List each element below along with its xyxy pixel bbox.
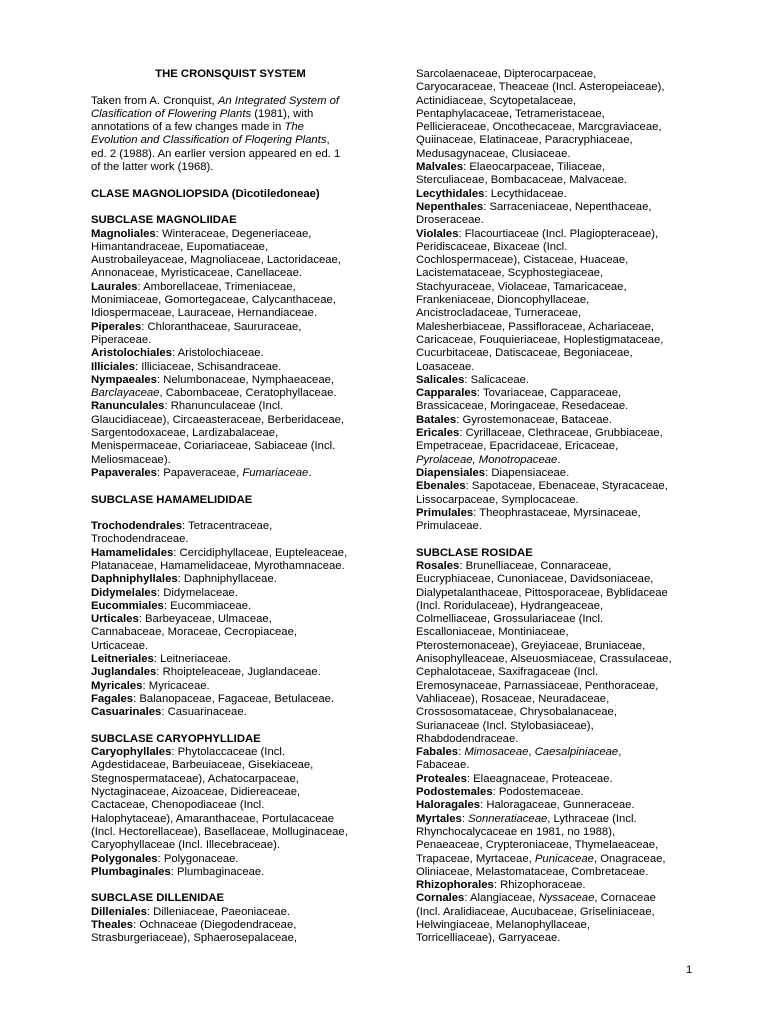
text-run: Peridiscaceae, Bixaceae (Incl. (416, 240, 568, 253)
order-name: Violales (416, 227, 459, 240)
text-run: : (458, 746, 465, 759)
text-run: (Incl. Roridulaceae), Hydrangeaceae, (416, 599, 604, 612)
order-entry (91, 587, 391, 600)
order-name: Illiciales (91, 360, 135, 373)
order-entry (91, 321, 391, 348)
order-entry (416, 427, 716, 467)
text-run: : Salicaceae. (464, 373, 530, 386)
text-run: Vahliaceae), Rosaceae, Neuradaceae, (416, 692, 610, 705)
text-run: Glaucidiaceae), Circaeasteraceae, Berberidaceae, (91, 413, 345, 426)
text-run: Caricaceae, Fouquieriaceae, Hoplestigmataceae, (416, 333, 664, 346)
text-run: Helwingiaceae, Melanophyllaceae, (416, 919, 590, 931)
text-run: Lacistemataceae, Scyphostegiaceae, (416, 267, 604, 280)
text-run: : Gyrostemonaceae, Bataceae. (456, 413, 612, 426)
order-entry (91, 746, 391, 852)
text-run: , Lythraceae (Incl. (547, 812, 637, 825)
order-name: Lecythidales (416, 187, 485, 200)
text-run: Caryocaraceae, Theaceae (Incl. Asteropeiaceae), (416, 81, 665, 94)
text-run: : Balanopaceae, Fagaceae, Betulaceae. (133, 692, 335, 705)
order-name: Hamamelidales (91, 546, 174, 559)
order-name: Didymelales (91, 586, 157, 599)
text-run: : Brunelliaceae, Connaraceae, (459, 559, 612, 572)
text-run: Frankeniaceae, Dioncophyllaceae, (416, 294, 590, 307)
text-run: Primulaceae. (416, 520, 482, 533)
text-run: : Didymelaceae. (156, 586, 238, 599)
order-name: Caryophyllales (91, 746, 172, 759)
order-entry (416, 746, 716, 773)
order-entry (416, 879, 716, 892)
text-run: annotations of a few changes made in (91, 121, 285, 134)
text-run: Sterculiaceae, Bombacaceae, Malvaceae. (416, 174, 627, 187)
spacer (91, 201, 391, 214)
text-run: Austrobaileyaceae, Magnoliaceae, Lactoridaceae, (91, 254, 341, 267)
order-name: Theales (91, 919, 134, 931)
order-entry (416, 892, 716, 945)
text-run: Nyctaginaceae, Aizoaceae, Didiereaceae, (91, 786, 301, 799)
text-run: Menispermaceae, Coriariaceae, Sabiaceae (Incl. (91, 440, 336, 453)
text-run: Torricelliaceae), Garryaceae. (416, 932, 561, 945)
text-run: Droseraceae. (416, 214, 484, 227)
text-run: : Rhanunculaceae (Incl. (164, 400, 284, 413)
text-run: Pterostemonaceae), Greyiaceae, Bruniaceae, (416, 639, 646, 652)
italic-text: Nyssaceae (538, 892, 595, 905)
text-run: Urticaceae. (91, 639, 149, 652)
order-entry (91, 666, 391, 679)
order-entry (416, 507, 716, 534)
italic-text: Pyrolaceae, Monotropaceae (416, 453, 558, 466)
text-run: Himantandraceae, Eupomatiaceae, (91, 240, 269, 253)
italic-text: The (284, 121, 304, 134)
text-run: : (461, 812, 469, 825)
order-name: Salicales (416, 373, 465, 386)
text-run: Cephalotaceae, Saxifragaceae (Incl. (416, 666, 599, 679)
text-run: Rhynchocalycaceae en 1981, no 1988), (416, 825, 616, 838)
order-entry (91, 520, 391, 547)
text-run: : Diapensiaceae. (485, 466, 570, 479)
text-run: Agdestidaceae, Barbeuiaceae, Gisekiaceae, (91, 759, 314, 772)
order-name: Casuarinales (91, 706, 162, 719)
text-run: : Lecythidaceae. (484, 187, 567, 200)
spacer (91, 81, 391, 94)
text-run: Halophytaceae), Amaranthaceae, Portulacaceae (91, 812, 335, 825)
text-run: : Cyrillaceae, Clethraceae, Grubbiaceae, (459, 427, 663, 440)
order-name: Primulales (416, 506, 474, 519)
italic-text: Fumariaceae (242, 466, 309, 479)
text-run: Platanaceae, Hamamelidaceae, Myrothamnaceae. (91, 559, 345, 572)
text-run: , Cabombaceae, Ceratophyllaceae. (159, 387, 337, 400)
order-name: Myrtales (416, 812, 462, 825)
text-run: Taken from A. Cronquist, (91, 94, 218, 107)
order-entry (416, 374, 716, 387)
text-run: Rhabdodendraceae. (416, 732, 519, 745)
italic-text: Barclayaceae (91, 387, 160, 400)
order-entry (416, 228, 716, 374)
spacer (91, 879, 391, 892)
order-entry (91, 374, 391, 401)
order-name: Ericales (416, 427, 460, 440)
spacer (91, 507, 391, 520)
order-name: Papaverales (91, 466, 157, 479)
text-run: Piperaceae. (91, 333, 152, 346)
text-run: Cucurbitaceae, Datiscaceae, Begoniaceae, (416, 347, 633, 360)
text-run: Fabaceae. (416, 759, 470, 772)
text-run: : Theophrastaceae, Myrsinaceae, (473, 506, 641, 519)
section-heading: SUBCLASE MAGNOLIIDAE (91, 214, 237, 227)
text-run: Crossosomataceae, Chrysobalanaceae, (416, 706, 617, 719)
order-entry (416, 161, 716, 188)
order-entry (416, 799, 716, 812)
order-entry (91, 680, 391, 693)
text-run: Pellicieraceae, Oncothecaceae, Marcgraviaceae, (416, 121, 662, 134)
order-name: Cornales (416, 892, 465, 905)
text-run: ed. 2 (1988). An earlier version appeared en ed. 1 (91, 147, 341, 160)
text-run: : Nelumbonaceae, Nymphaeaceae, (156, 373, 335, 386)
order-name: Plumbaginales (91, 865, 171, 878)
text-run: (Incl. Hectorellaceae), Basellaceae, Molluginaceae, (91, 825, 348, 838)
text-run: Surianaceae (Incl. Stylobasiaceae), (416, 719, 594, 732)
order-name: Urticales (91, 613, 139, 626)
text-run: Medusagynaceae, Clusiaceae. (416, 147, 571, 160)
italic-text: Caesalpiniaceae (534, 746, 619, 759)
text-run: Malesherbiaceae, Passifloraceae, Achariaceae, (416, 320, 655, 333)
order-name: Podostemales (416, 786, 493, 799)
order-entry (416, 467, 716, 480)
text-run: : Rhizophoraceae. (493, 879, 586, 892)
section-heading: SUBCLASE ROSIDAE (416, 546, 533, 559)
text-run: Escalloniaceae, Montiniaceae, (416, 626, 569, 639)
order-entry (91, 347, 391, 360)
text-run: Pentaphylacaceae, Tetrameristaceae, (416, 107, 605, 120)
order-entry (416, 786, 716, 799)
order-entry (91, 361, 391, 374)
italic-text: Sonneratiaceae (468, 812, 548, 825)
text-run: Empetraceae, Epacridaceae, Ericaceae, (416, 440, 619, 453)
order-entry (91, 653, 391, 666)
text-run: : Chloranthaceae, Saururaceae, (141, 320, 302, 333)
order-entry (91, 906, 391, 919)
section-heading: SUBCLASE CARYOPHYLLIDAE (91, 732, 261, 745)
text-run: Trochodendraceae. (91, 533, 189, 546)
order-name: Nepenthales (416, 200, 484, 213)
order-name: Malvales (416, 161, 464, 174)
text-run: : Papaveraceae, (156, 466, 243, 479)
text-run: : Tetracentraceae, (182, 520, 273, 533)
text-run: Strasburgeriaceae), Sphaerosepalaceae, (91, 932, 297, 945)
text-run: : Podostemaceae. (492, 786, 584, 799)
text-run: : Elaeagnaceae, Proteaceae. (466, 772, 613, 785)
order-name: Nympaeales (91, 373, 157, 386)
text-run: Sargentodoxaceae, Lardizabalaceae, (91, 427, 279, 440)
order-entry (91, 228, 391, 281)
text-run: . (557, 453, 561, 466)
text-run: Cochlospermaceae), Cistaceae, Huaceae, (416, 254, 629, 267)
order-name: Myricales (91, 679, 143, 692)
text-run: : Cercidiphyllaceae, Eupteleaceae, (173, 546, 348, 559)
text-run: : Aristolochiaceae. (172, 347, 264, 360)
order-name: Dilleniales (91, 905, 147, 918)
text-run: , Cornaceae (594, 892, 656, 905)
order-entry (91, 400, 391, 466)
order-entry (91, 919, 391, 946)
order-entry (91, 467, 391, 480)
order-entry (416, 414, 716, 427)
text-run: : Leitneriaceae. (153, 653, 232, 666)
text-run: , (618, 746, 622, 759)
left-column (91, 68, 391, 946)
text-run: : Rhoipteleaceae, Juglandaceae. (156, 666, 321, 679)
text-run: Stachyuraceae, Violaceae, Tamaricaceae, (416, 280, 627, 293)
order-name: Leitneriales (91, 653, 154, 666)
text-run: : Sarraceniaceae, Nepenthaceae, (483, 200, 652, 213)
text-run: . (308, 466, 312, 479)
order-name: Proteales (416, 772, 467, 785)
text-run: , Onagraceae, (593, 852, 666, 865)
document-title: THE CRONSQUIST SYSTEM (155, 68, 306, 80)
text-run: Meliosmaceae). (91, 453, 171, 466)
text-run: Caryophyllaceae (Incl. Illecebraceae). (91, 839, 281, 852)
section-heading: CLASE MAGNOLIOPSIDA (Dicotiledoneae) (91, 187, 320, 200)
order-name: Rhizophorales (416, 879, 494, 892)
order-entry (91, 281, 391, 321)
text-run: Brassicaceae, Moringaceae, Resedaceae. (416, 400, 629, 413)
order-name: Rosales (416, 559, 460, 572)
text-run: Lissocarpaceae, Symplocaceae. (416, 493, 579, 506)
text-run: (Incl. Aralidiaceae, Aucubaceae, Griseliniaceae, (416, 905, 655, 918)
text-run: Annonaceae, Myristicaceae, Canellaceae. (91, 267, 303, 280)
text-run: : Sapotaceae, Ebenaceae, Styracaceae, (465, 480, 668, 493)
text-run: Monimiaceae, Gomortegaceae, Calycanthaceae, (91, 294, 336, 307)
italic-text: Evolution and Classification of Floqering Plants (91, 134, 327, 147)
intro-paragraph (91, 95, 391, 175)
text-run: : Amborellaceae, Trimeniaceae, (137, 280, 296, 293)
text-run: Cactaceae, Chenopodiaceae (Incl. (91, 799, 265, 812)
text-run: : Myricaceae. (142, 679, 210, 692)
spacer (91, 480, 391, 493)
text-run: : Polygonaceae. (157, 852, 239, 865)
text-run: Idiospermaceae, Lauraceae, Hernandiaceae. (91, 307, 318, 320)
order-entry (91, 547, 391, 574)
order-entry (416, 773, 716, 786)
text-run: Cannabaceae, Moraceae, Cecropiaceae, (91, 626, 297, 639)
italic-text: An Integrated System of (217, 94, 340, 107)
section-heading: SUBCLASE DILLENIDAE (91, 892, 225, 905)
order-entry (91, 693, 391, 706)
text-run: : Alangiaceae, (464, 892, 539, 905)
order-name: Batales (416, 413, 457, 426)
text-run: : Elaeocarpaceae, Tiliaceae, (463, 161, 606, 174)
text-run: : Eucommiaceae. (163, 599, 252, 612)
order-name: Aristolochiales (91, 347, 172, 360)
text-run: , (326, 134, 330, 147)
italic-text: Mimosaceae (464, 746, 529, 759)
text-run: Loasaceae. (416, 360, 475, 373)
text-run: : Phytolaccaceae (Incl. (171, 746, 286, 759)
order-entry (91, 853, 391, 866)
order-name: Fabales (416, 746, 459, 759)
text-run: (1981), with (251, 107, 314, 120)
order-entry (416, 188, 716, 201)
spacer (416, 533, 716, 546)
order-entry (416, 813, 716, 879)
order-name: Ranunculales (91, 400, 165, 413)
order-name: Juglandales (91, 666, 157, 679)
order-name: Trochodendrales (91, 520, 183, 533)
text-run: Anisophylleaceae, Alseuosmiaceae, Crassulaceae, (416, 653, 672, 666)
italic-text: Clasification of Flowering Plants (91, 107, 252, 120)
text-run: Penaeaceae, Crypteroniaceae, Thymelaeaceae, (416, 839, 659, 852)
order-name: Haloragales (416, 799, 481, 812)
text-run: Actinidiaceae, Scytopetalaceae, (416, 94, 577, 107)
order-entry (416, 480, 716, 507)
order-entry (91, 573, 391, 586)
text-run: : Dilleniaceae, Paeoniaceae. (146, 905, 291, 918)
order-entry (91, 600, 391, 613)
text-run: Sarcolaenaceae, Dipterocarpaceae, (416, 68, 597, 80)
order-name: Magnoliales (91, 227, 156, 240)
order-name: Eucommiales (91, 599, 164, 612)
order-name: Ebenales (416, 480, 466, 493)
text-run: : Daphniphyllaceae. (177, 573, 277, 586)
text-run: : Flacourtiaceae (Incl. Plagiopteraceae), (458, 227, 659, 240)
order-name: Diapensiales (416, 466, 486, 479)
text-run: : Casuarinaceae. (161, 706, 247, 719)
spacer (91, 174, 391, 187)
order-name: Daphniphyllales (91, 573, 178, 586)
order-name: Capparales (416, 387, 477, 400)
text-run: Colmelliaceae, Grossulariaceae (Incl. (416, 613, 604, 626)
text-run: Stegnospermataceae), Achatocarpaceae, (91, 772, 299, 785)
order-name: Laurales (91, 280, 138, 293)
text-run: : Illiciaceae, Schisandraceae. (134, 360, 282, 373)
text-run: : Haloragaceae, Gunneraceae. (480, 799, 635, 812)
text-run: Quiinaceae, Elatinaceae, Paracryphiaceae, (416, 134, 633, 147)
text-run: : Barbeyaceae, Ulmaceae, (138, 613, 272, 626)
text-run: of the latter work (1968). (91, 161, 214, 174)
text-run: : Ochnaceae (Diegodendraceae, (133, 919, 297, 931)
text-run: , (528, 746, 535, 759)
text-run: Dialypetalanthaceae, Pittosporaceae, Byblidaceae (416, 586, 668, 599)
section-heading: SUBCLASE HAMAMELIDIDAE (91, 493, 253, 506)
order-entry (416, 560, 716, 746)
order-entry (91, 613, 391, 653)
order-entry (416, 201, 716, 228)
text-run: : Plumbaginaceae. (170, 865, 265, 878)
continued-paragraph (416, 68, 716, 161)
italic-text: Punicaceae (534, 852, 594, 865)
text-run: Trapaceae, Myrtaceae, (416, 852, 535, 865)
text-run: Ancistrocladaceae, Turneraceae, (416, 307, 582, 320)
text-run: Oliniaceae, Melastomataceae, Combretaceae. (416, 865, 649, 878)
text-run: : Winteraceae, Degeneriaceae, (155, 227, 312, 240)
text-run: Eucryphiaceae, Cunoniaceae, Davidsoniaceae, (416, 573, 654, 586)
spacer (91, 720, 391, 733)
right-column (416, 68, 716, 946)
order-entry (416, 387, 716, 414)
text-run: Eremosynaceae, Parnassiaceae, Penthoraceae, (416, 679, 659, 692)
text-run: : Tovariaceae, Capparaceae, (476, 387, 622, 400)
order-entry (91, 706, 391, 719)
order-name: Piperales (91, 320, 142, 333)
order-name: Fagales (91, 692, 134, 705)
order-name: Polygonales (91, 852, 158, 865)
page-number: 1 (686, 964, 693, 976)
order-entry (91, 866, 391, 879)
